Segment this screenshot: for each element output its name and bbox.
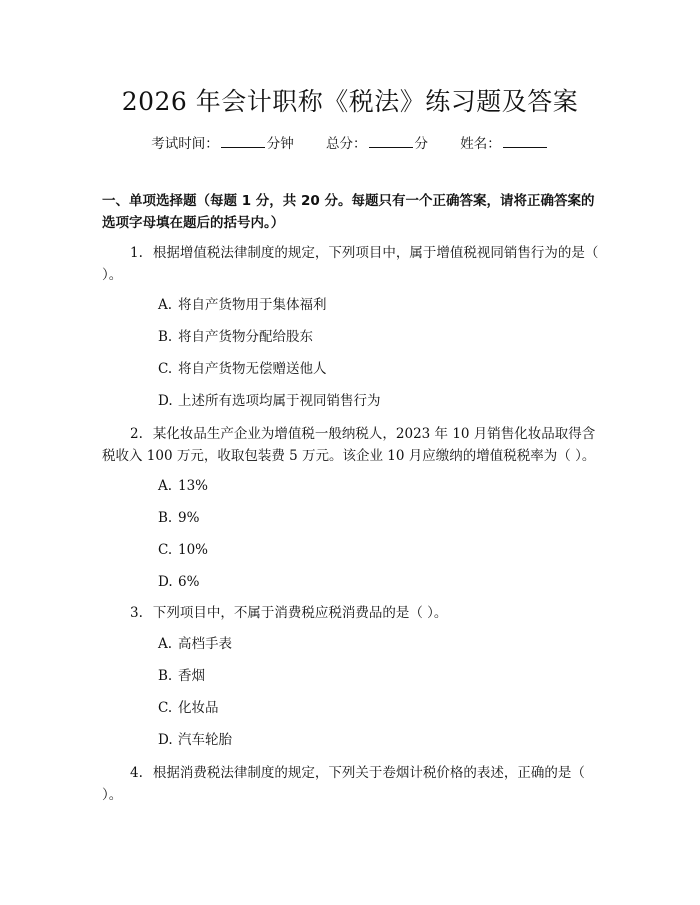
option-letter: C. — [158, 542, 173, 558]
option-letter: D. — [158, 732, 173, 748]
exam-score-blank — [369, 135, 413, 148]
option-letter: C. — [158, 700, 173, 716]
option-text: 将自产货物分配给股东 — [178, 329, 313, 345]
option-text: 9% — [178, 510, 200, 526]
section-heading: 一、单项选择题（每题 1 分，共 20 分。每题只有一个正确答案，请将正确答案的选项字母填在题后的括号内。） — [102, 193, 595, 231]
option-text: 汽车轮胎 — [178, 732, 232, 748]
exam-info — [0, 132, 700, 152]
question-1-option-d — [158, 391, 381, 411]
option-letter: A. — [158, 478, 173, 494]
option-text: 高档手表 — [178, 636, 232, 652]
option-letter: D. — [158, 393, 173, 409]
option-letter: C. — [158, 361, 173, 377]
option-text: 将自产货物用于集体福利 — [178, 297, 327, 313]
page-title: 2026 年会计职称《税法》练习题及答案 — [121, 87, 579, 116]
exam-score-label: 总分： — [326, 136, 367, 152]
option-text: 13% — [178, 478, 209, 494]
question-1 — [102, 242, 602, 286]
exam-name-blank — [503, 135, 547, 148]
option-letter: B. — [158, 329, 173, 345]
question-number: 2. — [130, 426, 143, 442]
option-text: 香烟 — [178, 668, 205, 684]
exam-time-blank — [221, 135, 265, 148]
exam-time-label: 考试时间： — [151, 136, 219, 152]
question-number: 1. — [130, 245, 143, 261]
question-text: 根据增值税法律制度的规定，下列项目中，属于增值税视同销售行为的是（ ）。 — [102, 245, 599, 283]
question-1-option-a — [158, 295, 327, 315]
question-text: 下列项目中，不属于消费税应税消费品的是（ ）。 — [152, 605, 448, 621]
question-3-option-d — [158, 730, 232, 750]
question-1-option-c — [158, 359, 327, 379]
question-2-option-a — [158, 476, 208, 496]
option-letter: B. — [158, 668, 173, 684]
question-3 — [102, 602, 602, 624]
question-1-option-b — [158, 327, 313, 347]
option-text: 10% — [178, 542, 209, 558]
question-2-option-c — [158, 540, 208, 560]
option-text: 6% — [178, 574, 200, 590]
option-letter: A. — [158, 636, 173, 652]
exam-score — [326, 132, 428, 152]
option-letter: A. — [158, 297, 173, 313]
exam-name — [460, 132, 549, 152]
question-text: 某化妆品生产企业为增值税一般纳税人，2023 年 10 月销售化妆品取得含税收入 100 万元，收取包装费 5 万元。该企业 10 月应缴纳的增值税税率为（ ）。 — [102, 426, 596, 464]
question-3-option-b — [158, 666, 205, 686]
question-4 — [102, 762, 602, 806]
question-3-option-a — [158, 634, 232, 654]
question-2-option-b — [158, 508, 199, 528]
question-3-option-c — [158, 698, 219, 718]
option-text: 将自产货物无偿赠送他人 — [178, 361, 327, 377]
exam-score-unit: 分 — [414, 136, 428, 152]
exam-time — [151, 132, 294, 152]
option-text: 上述所有选项均属于视同销售行为 — [178, 393, 381, 409]
question-text: 根据消费税法律制度的规定，下列关于卷烟计税价格的表述，正确的是（ ）。 — [102, 765, 585, 803]
question-2-option-d — [158, 572, 199, 592]
exam-name-label: 姓名： — [460, 136, 501, 152]
question-number: 4. — [130, 765, 143, 781]
question-number: 3. — [130, 605, 143, 621]
option-letter: B. — [158, 510, 173, 526]
exam-time-unit: 分钟 — [266, 136, 294, 152]
option-letter: D. — [158, 574, 173, 590]
question-2 — [102, 423, 602, 467]
option-text: 化妆品 — [178, 700, 219, 716]
